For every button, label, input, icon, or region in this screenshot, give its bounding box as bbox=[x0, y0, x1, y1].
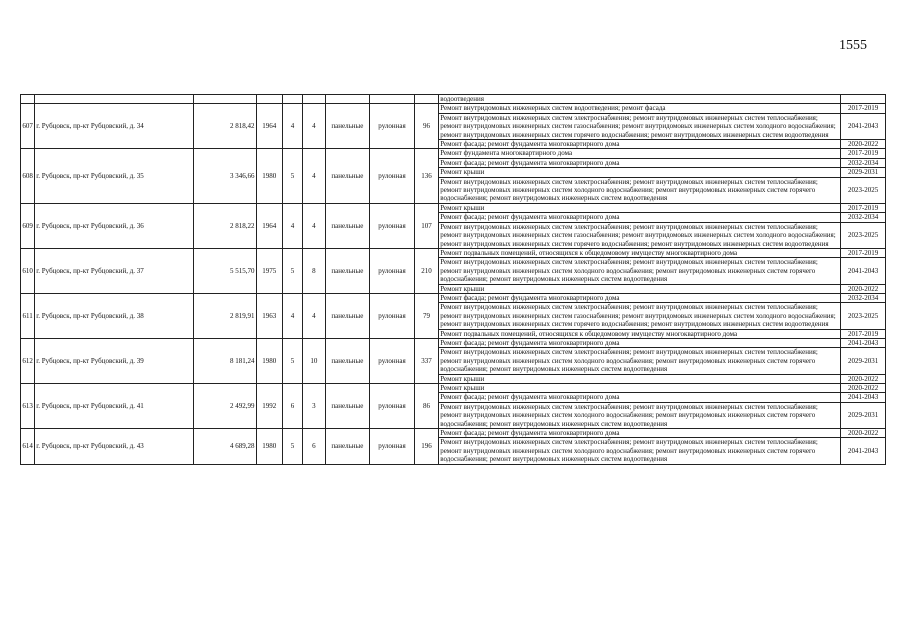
roof-type: рулонная bbox=[370, 104, 415, 149]
build-year: 1964 bbox=[256, 203, 282, 248]
wall-material: панельные bbox=[325, 338, 370, 383]
total-area: 3 346,66 bbox=[193, 149, 256, 203]
work-description: Ремонт фасада; ремонт фундамента многоквартирного дома bbox=[439, 429, 841, 438]
address: г. Рубцовск, пр-кт Рубцовский, д. 34 bbox=[35, 104, 193, 149]
roof-type: рулонная bbox=[370, 149, 415, 203]
work-years: 2017-2019 bbox=[841, 149, 886, 158]
work-description: Ремонт внутридомовых инженерных систем электроснабжения; ремонт внутридомовых инженерных систем теплоснабжения; ремонт внутридомовых инженерных систем холодного водоснабжения; ремонт внутридомовых инженерных систем горячего водоснабжения; ремонт внутридомовых инженерных систем водоотведения bbox=[439, 438, 841, 464]
empty-cell bbox=[282, 95, 302, 104]
work-years: 2017-2019 bbox=[841, 104, 886, 113]
work-description: водоотведения bbox=[439, 95, 841, 104]
apartments-count: 96 bbox=[414, 104, 438, 149]
table-row bbox=[21, 149, 886, 158]
work-years: 2020-2022 bbox=[841, 384, 886, 393]
floors-count: 4 bbox=[282, 104, 302, 149]
work-years: 2023-2025 bbox=[841, 177, 886, 203]
work-description: Ремонт внутридомовых инженерных систем водоотведения; ремонт фасада bbox=[439, 104, 841, 113]
total-area: 2 818,22 bbox=[193, 203, 256, 248]
work-years: 2041-2043 bbox=[841, 438, 886, 464]
address: г. Рубцовск, пр-кт Рубцовский, д. 35 bbox=[35, 149, 193, 203]
work-description: Ремонт внутридомовых инженерных систем электроснабжения; ремонт внутридомовых инженерных систем теплоснабжения; ремонт внутридомовых инженерных систем газоснабжения; ремонт внутридомовых инженерных систем холодного водоснабжения; ремонт внутридомовых инженерных систем горячего водоснабжения; ремонт внутридомовых инженерных систем водоотведения bbox=[439, 113, 841, 139]
work-description: Ремонт крыши bbox=[439, 374, 841, 383]
work-description: Ремонт подвальных помещений, относящихся к общедомовому имуществу многоквартирного дома bbox=[439, 248, 841, 257]
work-description: Ремонт фасада; ремонт фундамента многоквартирного дома bbox=[439, 393, 841, 402]
work-years: 2041-2043 bbox=[841, 338, 886, 347]
table-row bbox=[21, 248, 886, 257]
work-years: 2023-2025 bbox=[841, 222, 886, 248]
entrances-count: 6 bbox=[303, 429, 325, 465]
work-description: Ремонт крыши bbox=[439, 168, 841, 177]
wall-material: панельные bbox=[325, 203, 370, 248]
work-description: Ремонт крыши bbox=[439, 284, 841, 293]
work-years: 2020-2022 bbox=[841, 140, 886, 149]
wall-material: панельные bbox=[325, 429, 370, 465]
build-year: 1980 bbox=[256, 429, 282, 465]
roof-type: рулонная bbox=[370, 384, 415, 429]
table-row bbox=[21, 203, 886, 212]
work-description: Ремонт внутридомовых инженерных систем электроснабжения; ремонт внутридомовых инженерных систем теплоснабжения; ремонт внутридомовых инженерных систем холодного водоснабжения; ремонт внутридомовых инженерных систем горячего водоснабжения; ремонт внутридомовых инженерных систем водоотведения bbox=[439, 177, 841, 203]
address: г. Рубцовск, пр-кт Рубцовский, д. 37 bbox=[35, 248, 193, 293]
work-description: Ремонт фасада; ремонт фундамента многоквартирного дома bbox=[439, 293, 841, 302]
total-area: 5 515,70 bbox=[193, 248, 256, 293]
wall-material: панельные bbox=[325, 248, 370, 293]
address: г. Рубцовск, пр-кт Рубцовский, д. 38 bbox=[35, 293, 193, 338]
empty-cell bbox=[414, 95, 438, 104]
apartments-count: 79 bbox=[414, 293, 438, 338]
apartments-count: 196 bbox=[414, 429, 438, 465]
total-area: 8 181,24 bbox=[193, 338, 256, 383]
continuation-row bbox=[21, 95, 886, 104]
roof-type: рулонная bbox=[370, 203, 415, 248]
total-area: 2 819,91 bbox=[193, 293, 256, 338]
work-years: 2020-2022 bbox=[841, 284, 886, 293]
work-years: 2017-2019 bbox=[841, 248, 886, 257]
apartments-count: 136 bbox=[414, 149, 438, 203]
total-area: 2 818,42 bbox=[193, 104, 256, 149]
entrances-count: 8 bbox=[303, 248, 325, 293]
work-years: 2023-2025 bbox=[841, 303, 886, 329]
entrances-count: 4 bbox=[303, 293, 325, 338]
floors-count: 5 bbox=[282, 149, 302, 203]
entrances-count: 4 bbox=[303, 104, 325, 149]
work-years: 2029-2031 bbox=[841, 402, 886, 428]
work-description: Ремонт внутридомовых инженерных систем электроснабжения; ремонт внутридомовых инженерных систем теплоснабжения; ремонт внутридомовых инженерных систем холодного водоснабжения; ремонт внутридомовых инженерных систем горячего водоснабжения; ремонт внутридомовых инженерных систем водоотведения bbox=[439, 402, 841, 428]
build-year: 1975 bbox=[256, 248, 282, 293]
build-year: 1992 bbox=[256, 384, 282, 429]
wall-material: панельные bbox=[325, 293, 370, 338]
work-description: Ремонт подвальных помещений, относящихся к общедомовому имуществу многоквартирного дома bbox=[439, 329, 841, 338]
apartments-count: 337 bbox=[414, 338, 438, 383]
entrances-count: 4 bbox=[303, 149, 325, 203]
work-years bbox=[841, 95, 886, 104]
build-year: 1964 bbox=[256, 104, 282, 149]
build-year: 1980 bbox=[256, 149, 282, 203]
total-area: 2 492,99 bbox=[193, 384, 256, 429]
row-number: 611 bbox=[21, 293, 35, 338]
floors-count: 5 bbox=[282, 338, 302, 383]
floors-count: 5 bbox=[282, 429, 302, 465]
floors-count: 4 bbox=[282, 203, 302, 248]
work-years: 2041-2043 bbox=[841, 258, 886, 284]
address: г. Рубцовск, пр-кт Рубцовский, д. 39 bbox=[35, 338, 193, 383]
empty-cell bbox=[21, 95, 35, 104]
table-row bbox=[21, 384, 886, 393]
work-description: Ремонт фасада; ремонт фундамента многоквартирного дома bbox=[439, 140, 841, 149]
work-description: Ремонт крыши bbox=[439, 384, 841, 393]
work-description: Ремонт внутридомовых инженерных систем электроснабжения; ремонт внутридомовых инженерных систем теплоснабжения; ремонт внутридомовых инженерных систем газоснабжения; ремонт внутридомовых инженерных систем холодного водоснабжения; ремонт внутридомовых инженерных систем горячего водоснабжения; ремонт внутридомовых инженерных систем водоотведения bbox=[439, 303, 841, 329]
empty-cell bbox=[256, 95, 282, 104]
empty-cell bbox=[193, 95, 256, 104]
work-years: 2029-2031 bbox=[841, 168, 886, 177]
wall-material: панельные bbox=[325, 384, 370, 429]
row-number: 612 bbox=[21, 338, 35, 383]
entrances-count: 4 bbox=[303, 203, 325, 248]
apartments-count: 86 bbox=[414, 384, 438, 429]
table-row bbox=[21, 293, 886, 302]
work-years: 2029-2031 bbox=[841, 348, 886, 374]
work-description: Ремонт фасада; ремонт фундамента многоквартирного дома bbox=[439, 338, 841, 347]
work-description: Ремонт фасада; ремонт фундамента многоквартирного дома bbox=[439, 213, 841, 222]
table-row bbox=[21, 104, 886, 113]
row-number: 610 bbox=[21, 248, 35, 293]
apartments-count: 107 bbox=[414, 203, 438, 248]
work-years: 2032-2034 bbox=[841, 293, 886, 302]
address: г. Рубцовск, пр-кт Рубцовский, д. 36 bbox=[35, 203, 193, 248]
empty-cell bbox=[325, 95, 370, 104]
total-area: 4 689,28 bbox=[193, 429, 256, 465]
row-number: 613 bbox=[21, 384, 35, 429]
row-number: 607 bbox=[21, 104, 35, 149]
work-description: Ремонт внутридомовых инженерных систем электроснабжения; ремонт внутридомовых инженерных систем теплоснабжения; ремонт внутридомовых инженерных систем холодного водоснабжения; ремонт внутридомовых инженерных систем горячего водоснабжения; ремонт внутридомовых инженерных систем водоотведения bbox=[439, 258, 841, 284]
work-description: Ремонт крыши bbox=[439, 203, 841, 212]
empty-cell bbox=[35, 95, 193, 104]
floors-count: 5 bbox=[282, 248, 302, 293]
roof-type: рулонная bbox=[370, 248, 415, 293]
work-years: 2020-2022 bbox=[841, 374, 886, 383]
row-number: 614 bbox=[21, 429, 35, 465]
roof-type: рулонная bbox=[370, 429, 415, 465]
empty-cell bbox=[370, 95, 415, 104]
table-row bbox=[21, 338, 886, 347]
row-number: 609 bbox=[21, 203, 35, 248]
row-number: 608 bbox=[21, 149, 35, 203]
work-description: Ремонт внутридомовых инженерных систем электроснабжения; ремонт внутридомовых инженерных систем теплоснабжения; ремонт внутридомовых инженерных систем холодного водоснабжения; ремонт внутридомовых инженерных систем горячего водоснабжения; ремонт внутридомовых инженерных систем водоотведения bbox=[439, 348, 841, 374]
work-description: Ремонт фасада; ремонт фундамента многоквартирного дома bbox=[439, 158, 841, 167]
table-body bbox=[21, 95, 886, 465]
apartments-count: 210 bbox=[414, 248, 438, 293]
empty-cell bbox=[303, 95, 325, 104]
work-years: 2020-2022 bbox=[841, 429, 886, 438]
wall-material: панельные bbox=[325, 104, 370, 149]
roof-type: рулонная bbox=[370, 293, 415, 338]
entrances-count: 10 bbox=[303, 338, 325, 383]
work-description: Ремонт внутридомовых инженерных систем электроснабжения; ремонт внутридомовых инженерных систем теплоснабжения; ремонт внутридомовых инженерных систем газоснабжения; ремонт внутридомовых инженерных систем холодного водоснабжения; ремонт внутридомовых инженерных систем горячего водоснабжения; ремонт внутридомовых инженерных систем водоотведения bbox=[439, 222, 841, 248]
entrances-count: 3 bbox=[303, 384, 325, 429]
work-years: 2017-2019 bbox=[841, 203, 886, 212]
build-year: 1980 bbox=[256, 338, 282, 383]
housing-register-table bbox=[20, 94, 886, 465]
work-years: 2032-2034 bbox=[841, 158, 886, 167]
work-years: 2041-2043 bbox=[841, 113, 886, 139]
work-years: 2041-2043 bbox=[841, 393, 886, 402]
work-years: 2017-2019 bbox=[841, 329, 886, 338]
build-year: 1963 bbox=[256, 293, 282, 338]
floors-count: 4 bbox=[282, 293, 302, 338]
roof-type: рулонная bbox=[370, 338, 415, 383]
page-number: 1555 bbox=[839, 38, 867, 53]
table-row bbox=[21, 429, 886, 438]
work-years: 2032-2034 bbox=[841, 213, 886, 222]
address: г. Рубцовск, пр-кт Рубцовский, д. 41 bbox=[35, 384, 193, 429]
floors-count: 6 bbox=[282, 384, 302, 429]
wall-material: панельные bbox=[325, 149, 370, 203]
work-description: Ремонт фундамента многоквартирного дома bbox=[439, 149, 841, 158]
address: г. Рубцовск, пр-кт Рубцовский, д. 43 bbox=[35, 429, 193, 465]
